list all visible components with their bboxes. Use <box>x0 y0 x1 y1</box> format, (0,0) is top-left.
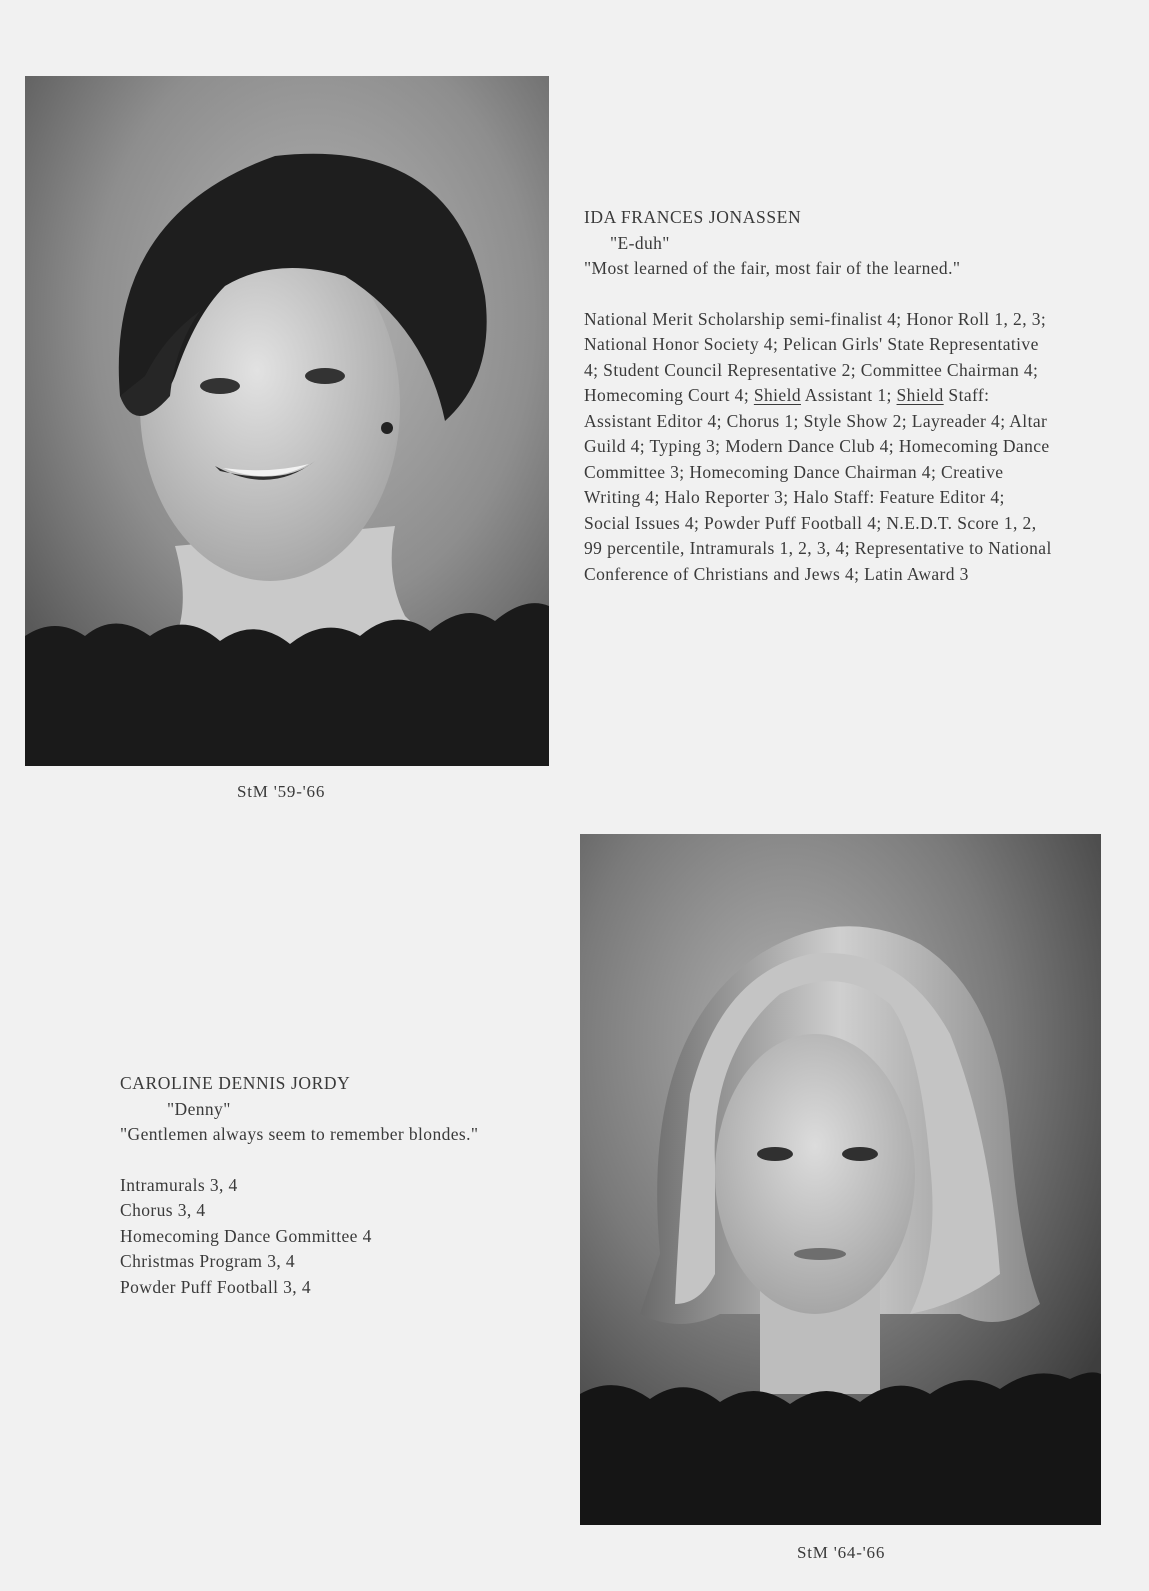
student-name: CAROLINE DENNIS JORDY <box>120 1073 351 1093</box>
student-quote: "Gentlemen always seem to remember blondes." <box>120 1124 479 1144</box>
portrait-photo-1 <box>25 76 549 766</box>
portrait-photo-1-image <box>25 76 549 766</box>
portrait-photo-2-image <box>580 834 1101 1525</box>
student-nickname: "E-duh" <box>610 232 670 253</box>
activities-text: Assistant 1; <box>800 385 897 405</box>
student-activities <box>120 1173 580 1301</box>
student-entry-2 <box>120 1071 580 1300</box>
activities-text: National Merit Scholarship semi-finalist 4; Honor Roll 1, 2, 3; National Honor Society 4; Pelican Girls' State Representative 4; Student Council Representative 2; Committee Chairman 4; Homecoming Court 4; <box>584 308 1047 405</box>
student-activities <box>584 307 1054 588</box>
activity-item: Powder Puff Football 3, 4 <box>120 1276 311 1297</box>
student-entry-1 <box>584 205 1054 587</box>
attendance-years: StM '59-'66 <box>237 782 326 801</box>
activity-item: Chorus 3, 4 <box>120 1200 206 1220</box>
activity-item: Homecoming Dance Gommittee 4 <box>120 1225 372 1246</box>
student-nickname: "Denny" <box>167 1098 231 1119</box>
activity-item: Christmas Program 3, 4 <box>120 1251 296 1271</box>
attendance-years: StM '64-'66 <box>797 1543 886 1562</box>
portrait-photo-2 <box>580 834 1101 1525</box>
publication-name: Shield <box>896 385 944 405</box>
student-name: IDA FRANCES JONASSEN <box>584 207 802 227</box>
publication-name: Shield <box>753 385 801 405</box>
student-quote: "Most learned of the fair, most fair of the learned." <box>584 258 961 278</box>
activity-item: Intramurals 3, 4 <box>120 1174 238 1195</box>
activities-text: Staff: Assistant Editor 4; Chorus 1; Style Show 2; Layreader 4; Altar Guild 4; Typing 3; Modern Dance Club 4; Homecoming Dance Committee 3; Homecoming Dance Chairman 4; Creative Writing 4; Halo Reporter 3; Halo Staff: Feature Editor 4; Social Issues 4; Powder Puff Football 4; N.E.D.T. Score 1, 2, 99 percentile, Intramurals 1, 2, 3, 4; Representative to National Conference of Christians and Jews 4; Latin Award 3 <box>584 385 1052 584</box>
